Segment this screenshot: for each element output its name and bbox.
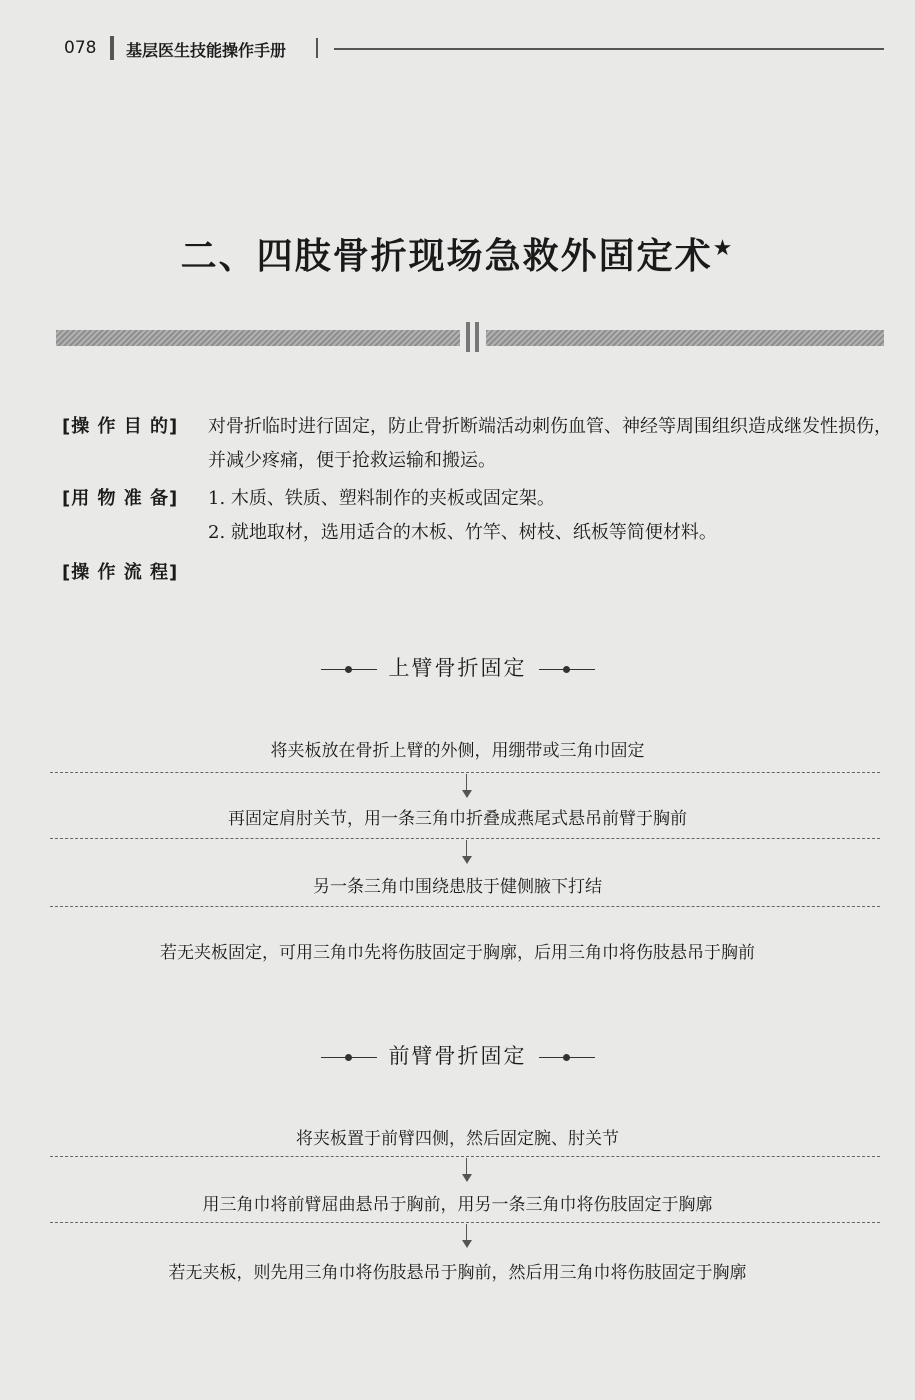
header-rule-tick bbox=[316, 38, 318, 58]
heading-dash-left bbox=[321, 669, 377, 670]
flow-arrow-icon bbox=[462, 774, 472, 800]
heading-dash-right bbox=[539, 1057, 595, 1058]
header-divider bbox=[110, 36, 114, 60]
materials-item: 2. 就地取材，选用适合的木板、竹竿、树枝、纸板等简便材料。 bbox=[208, 522, 717, 543]
upper-arm-step: 若无夹板固定，可用三角巾先将伤肢固定于胸廓，后用三角巾将伤肢悬吊于胸前 bbox=[160, 943, 755, 963]
upper-arm-step: 将夹板放在骨折上臂的外侧，用绷带或三角巾固定 bbox=[270, 741, 645, 761]
page-number: 078 bbox=[64, 38, 97, 58]
flow-arrow-icon bbox=[462, 840, 472, 866]
step-divider bbox=[50, 1156, 880, 1157]
forearm-step: 若无夹板，则先用三角巾将伤肢悬吊于胸前，然后用三角巾将伤肢固定于胸廓 bbox=[168, 1263, 747, 1283]
section-title-text: 二、四肢骨折现场急救外固定术 bbox=[180, 236, 713, 277]
materials-list bbox=[208, 482, 898, 550]
forearm-step: 将夹板置于前臂四侧，然后固定腕、肘关节 bbox=[296, 1129, 619, 1149]
purpose-text: 对骨折临时进行固定，防止骨折断端活动刺伤血管、神经等周围组织造成继发性损伤，并减少疼痛，便于抢救运输和搬运。 bbox=[208, 416, 892, 471]
materials-label: [用 物 准 备] bbox=[62, 488, 179, 509]
title-band-mark bbox=[466, 322, 480, 352]
upper-arm-step: 另一条三角巾围绕患肢于健侧腋下打结 bbox=[313, 877, 602, 897]
upper-arm-heading-text: 上臂骨折固定 bbox=[388, 656, 527, 680]
procedure-label: [操 作 流 程] bbox=[62, 562, 179, 583]
materials-row bbox=[62, 482, 892, 552]
forearm-heading-text: 前臂骨折固定 bbox=[388, 1044, 527, 1068]
upper-arm-heading bbox=[0, 652, 915, 682]
section-title bbox=[0, 228, 915, 279]
star-mark: ★ bbox=[712, 236, 735, 261]
title-band-left bbox=[56, 330, 460, 346]
flow-arrow-icon bbox=[462, 1158, 472, 1184]
step-divider bbox=[50, 838, 880, 839]
heading-dash-left bbox=[321, 1057, 377, 1058]
forearm-step: 用三角巾将前臂屈曲悬吊于胸前，用另一条三角巾将伤肢固定于胸廓 bbox=[202, 1195, 713, 1215]
title-band-right bbox=[486, 330, 884, 346]
step-divider bbox=[50, 1222, 880, 1223]
step-divider bbox=[50, 906, 880, 907]
purpose-label: [操 作 目 的] bbox=[62, 416, 179, 437]
running-header bbox=[64, 34, 884, 64]
header-rule bbox=[334, 48, 884, 50]
forearm-heading bbox=[0, 1040, 915, 1070]
heading-dash-right bbox=[539, 669, 595, 670]
book-title: 基层医生技能操作手册 bbox=[126, 41, 287, 60]
flow-arrow-icon bbox=[462, 1224, 472, 1250]
step-divider bbox=[50, 772, 880, 773]
upper-arm-step: 再固定肩肘关节，用一条三角巾折叠成燕尾式悬吊前臂于胸前 bbox=[228, 809, 687, 829]
procedure-row bbox=[62, 556, 892, 590]
materials-item: 1. 木质、铁质、塑料制作的夹板或固定架。 bbox=[208, 488, 555, 509]
purpose-row bbox=[62, 410, 892, 480]
